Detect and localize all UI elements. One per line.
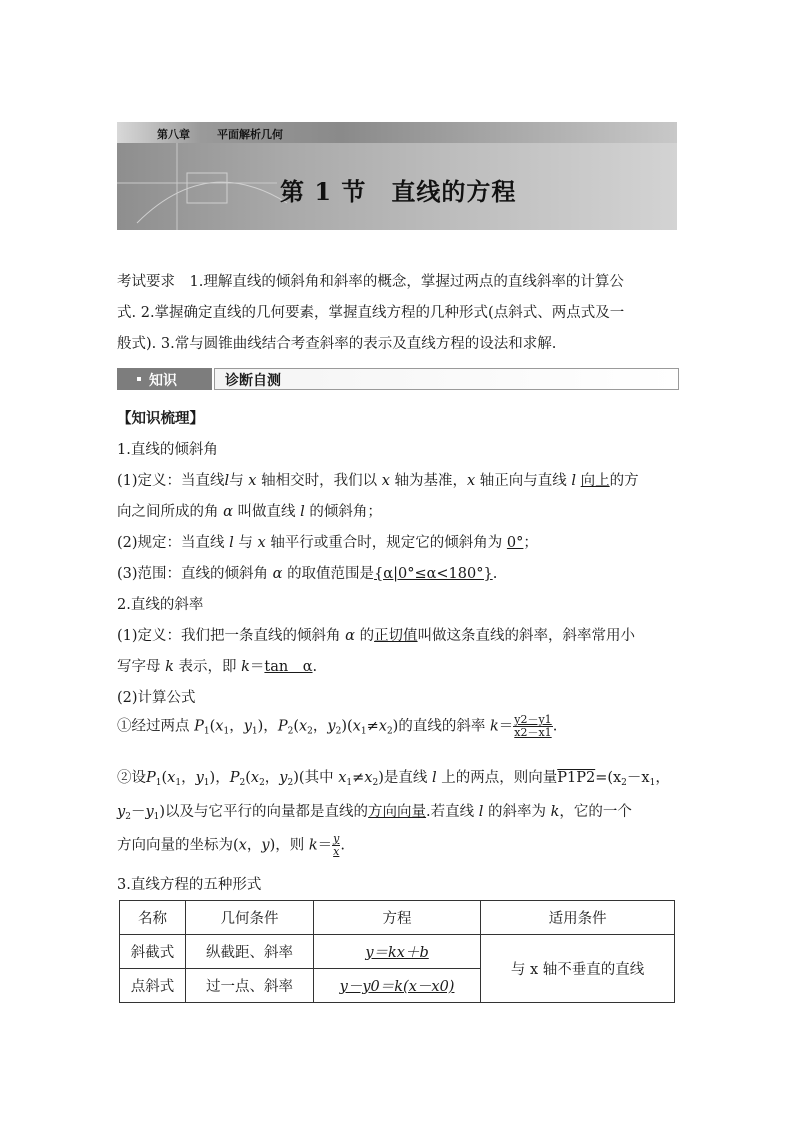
text: 的直线的斜率 xyxy=(398,718,486,735)
text: .若直线 xyxy=(426,804,475,820)
page-title: 第 1 节 直线的方程 xyxy=(280,177,517,206)
s2-title: 2.直线的斜率 xyxy=(117,597,204,613)
s2-formula-line-3: $y_2-y_1$)以及与它平行的向量都是直线的方向向量.若直线 l 的斜率为 k，它的一个 xyxy=(117,804,632,822)
intro-line-1 xyxy=(117,270,624,291)
s2-formula-line-1: ①经过两点 $P_1(x_1$，$y_1$)，$P_2(x_2$，$y_2)(x_1\ne x_2)$的直线的斜率 k＝ $\frac{y2-y1}{x2-x1}$ . xyxy=(117,713,558,739)
table-header-cell: 方程 xyxy=(313,901,480,935)
section-title-box xyxy=(214,368,679,390)
s2-calc-title: (2)计算公式 xyxy=(117,690,196,706)
answer-blank: 正切值 xyxy=(374,628,418,644)
text: . xyxy=(492,566,498,582)
answer-blank: 0° xyxy=(506,535,524,551)
line-equation-forms-table xyxy=(119,900,675,1003)
vector-p1p2: P1P2 xyxy=(557,770,596,786)
text: (其中 xyxy=(298,770,334,786)
text: 叫做直线 xyxy=(237,504,296,520)
text: (3)范围：直线的倾斜角 xyxy=(117,566,269,582)
text: 轴为基准， xyxy=(394,473,467,489)
table-cell: 纵截距、斜率 xyxy=(186,935,314,969)
s1-range-line: (3)范围：直线的倾斜角 α 的取值范围是{α|0°≤α<180°}. xyxy=(117,566,498,582)
text: 的 xyxy=(359,628,375,644)
section-title: 诊断自测 xyxy=(225,373,281,389)
bullet-icon xyxy=(137,377,141,381)
text: 与 xyxy=(238,535,253,551)
text: =(x xyxy=(595,770,622,786)
text: )是直线 xyxy=(378,770,428,786)
slope-fraction xyxy=(513,714,552,739)
intro-label: 考试要求 xyxy=(117,274,175,290)
table-cell: 斜截式 xyxy=(120,935,186,969)
table-header-cell: 适用条件 xyxy=(481,901,675,935)
answer-blank: 向上 xyxy=(580,473,610,489)
text: ； xyxy=(523,535,538,551)
s1-rule-line: (2)规定：当直线 l 与 x 轴平行或重合时，规定它的倾斜角为 0°； xyxy=(117,535,538,551)
section-bar xyxy=(117,368,677,390)
intro-line-2: 式. 2.掌握确定直线的几何要素，掌握直线方程的几种形式(点斜式、两点式及一 xyxy=(117,305,625,321)
table-row xyxy=(120,935,675,969)
table-header-cell: 名称 xyxy=(120,901,186,935)
section-tag-label: 知识 xyxy=(149,373,177,389)
text: 的倾斜角； xyxy=(309,504,382,520)
s2-formula-line-2: ②设$P_1(x_1$，$y_1$)，$P_2(x_2$，$y_2$)(其中 $x_1\ne x_2$)是直线 l 上的两点，则向量$P1P2=(x_2-x_1$， xyxy=(117,770,670,788)
text: 的取值范围是 xyxy=(287,566,375,582)
text: (1)定义：当直线 xyxy=(117,473,225,489)
chapter-label: 第八章 xyxy=(157,128,190,141)
table-cell xyxy=(313,969,480,1003)
text: 轴正向与直线 xyxy=(479,473,567,489)
text: 轴平行或重合时，规定它的倾斜角为 xyxy=(270,535,503,551)
s2-definition-line-2: 写字母 k 表示，即 k＝tan α. xyxy=(117,659,318,675)
answer-blank: {α|0°≤α<180°} xyxy=(374,566,493,582)
text: 方向向量的坐标为 xyxy=(117,837,233,854)
text: －x xyxy=(626,770,650,786)
s1-definition-line-2: 向之间所成的角 α 叫做直线 l 的倾斜角； xyxy=(117,504,382,520)
text: (2)规定：当直线 xyxy=(117,535,225,551)
knowledge-heading: 【知识梳理】 xyxy=(117,410,204,427)
text: ，则 xyxy=(275,837,305,854)
s1-title: 1.直线的倾斜角 xyxy=(117,442,218,458)
intro-line-3: 般式). 3.常与圆锥曲线结合考查斜率的表示及直线方程的设法和求解. xyxy=(117,336,557,352)
table-cell xyxy=(313,935,480,969)
text: 写字母 xyxy=(117,659,161,675)
s2-definition-line-1: (1)定义：我们把一条直线的倾斜角 α 的正切值叫做这条直线的斜率，斜率常用小 xyxy=(117,628,636,644)
answer-blank: tan α xyxy=(264,659,313,675)
table-header-cell: 几何条件 xyxy=(186,901,314,935)
s3-title: 3.直线方程的五种形式 xyxy=(117,877,262,893)
text: 与 xyxy=(229,473,244,489)
text: ，它的一个 xyxy=(559,804,632,820)
table-cell: 过一点、斜率 xyxy=(186,969,314,1003)
text: ①经过两点 xyxy=(117,718,190,735)
text: 的斜率为 xyxy=(488,804,547,820)
fraction-denominator: x xyxy=(333,845,340,858)
text: (1)定义：我们把一条直线的倾斜角 xyxy=(117,628,341,644)
text: ②设 xyxy=(117,770,146,786)
table-header-row xyxy=(120,901,675,935)
text: 轴相交时，我们以 xyxy=(261,473,378,489)
text: 的方 xyxy=(609,473,639,489)
chapter-banner xyxy=(117,122,677,230)
text: 叫做这条直线的斜率，斜率常用小 xyxy=(417,628,636,644)
text: 表示，即 xyxy=(178,659,237,675)
part-label: 平面解析几何 xyxy=(217,128,283,141)
answer-blank: 方向向量 xyxy=(368,804,427,820)
text: 上的两点，则向量 xyxy=(441,770,558,786)
fraction-denominator: x2－x1 xyxy=(514,726,552,739)
section-tag xyxy=(117,368,212,390)
s2-formula-line-4: 方向向量的坐标为(x，y)，则 k＝ $\frac{y}{x}$ . xyxy=(117,832,345,858)
text: 向之间所成的角 xyxy=(117,504,219,520)
direction-fraction xyxy=(332,833,340,858)
table-cell: 点斜式 xyxy=(120,969,186,1003)
table-cell: 与 x 轴不垂直的直线 xyxy=(481,935,675,1003)
equation-blank: y－y0＝k(x－x0) xyxy=(339,979,455,995)
s1-definition-line-1: (1)定义：当直线l与 x 轴相交时，我们以 x 轴为基准，x 轴正向与直线 l 向上的方 xyxy=(117,473,639,489)
fraction-numerator: y2－y1 xyxy=(514,713,552,726)
intro-text-1: 1.理解直线的倾斜角和斜率的概念，掌握过两点的直线斜率的计算公 xyxy=(189,274,624,290)
fraction-numerator: y xyxy=(333,832,340,845)
equation-blank: y＝kx＋b xyxy=(365,945,429,961)
text: 以及与它平行的向量都是直线的 xyxy=(165,804,369,820)
banner-strip xyxy=(117,122,677,143)
